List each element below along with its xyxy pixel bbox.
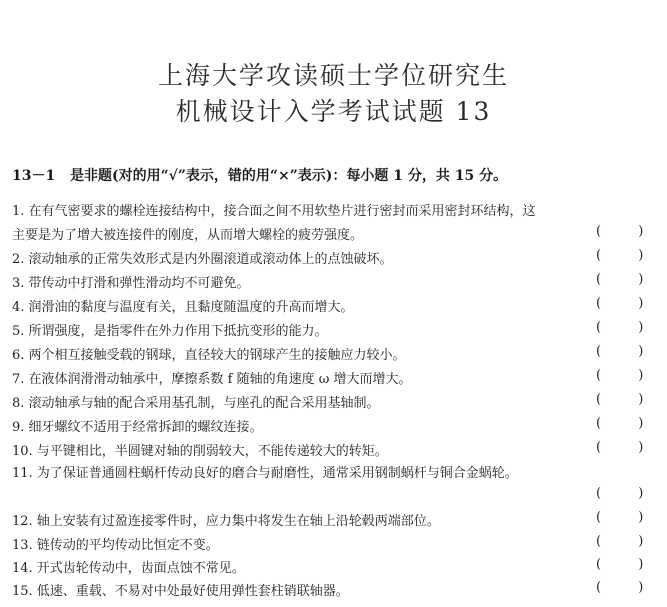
answer-blank[interactable]: ( ) [596, 272, 644, 287]
question-text: 4. 润滑油的黏度与温度有关，且黏度随温度的升高而增大。 [12, 300, 354, 315]
question-text: 14. 开式齿轮传动中，齿面点蚀不常见。 [12, 561, 245, 576]
question-text: 7. 在液体润滑滑动轴承中，摩擦系数 f 随轴的角速度 ω 增大而增大。 [12, 372, 412, 387]
section-instruction: 是非题(对的用“√”表示，错的用“×”表示)：每小题 1 分，共 15 分。 [70, 168, 508, 184]
answer-blank[interactable]: ( ) [596, 368, 644, 383]
answer-blank[interactable]: ( ) [596, 580, 644, 595]
question-text: 11. 为了保证普通圆柱蜗杆传动良好的磨合与耐磨性，通常采用钢制蜗杆与铜合金蜗轮。 [12, 466, 518, 481]
answer-blank[interactable]: ( ) [596, 224, 644, 239]
answer-blank[interactable]: ( ) [596, 440, 644, 455]
question-text: 15. 低速、重载、不易对中处最好使用弹性套柱销联轴器。 [12, 584, 349, 599]
question-text: 2. 滚动轴承的正常失效形式是内外圈滚道或滚动体上的点蚀破坏。 [12, 252, 393, 267]
answer-blank[interactable]: ( ) [596, 392, 644, 407]
question-text: 8. 滚动轴承与轴的配合采用基孔制，与座孔的配合采用基轴制。 [12, 396, 380, 411]
answer-blank[interactable]: ( ) [596, 486, 644, 501]
answer-blank[interactable]: ( ) [596, 320, 644, 335]
question-text: 13. 链传动的平均传动比恒定不变。 [12, 538, 219, 553]
exam-subtitle: 机械设计入学考试试题 13 [175, 97, 492, 126]
answer-blank[interactable]: ( ) [596, 416, 644, 431]
question-text: 6. 两个相互接触受载的钢球，直径较大的钢球产生的接触应力较小。 [12, 348, 406, 363]
question-text: 12. 轴上安装有过盈连接零件时，应力集中将发生在轴上沿轮毂两端部位。 [12, 514, 440, 529]
question-text: 9. 细牙螺纹不适用于经常拆卸的螺纹连接。 [12, 420, 263, 435]
section-number: 13－1 [12, 168, 56, 184]
question-text: 主要是为了增大被连接件的刚度，从而增大螺栓的疲劳强度。 [12, 228, 364, 243]
question-text: 1. 在有气密要求的螺栓连接结构中，接合面之间不用软垫片进行密封而采用密封环结构，这 [12, 204, 536, 219]
question-text: 10. 与平键相比，半圆键对轴的削弱较大，不能传递较大的转矩。 [12, 444, 388, 459]
answer-blank[interactable]: ( ) [596, 344, 644, 359]
question-text: 5. 所谓强度，是指零件在外力作用下抵抗变形的能力。 [12, 324, 328, 339]
exam-title: 上海大学攻读硕士学位研究生 [157, 61, 509, 90]
answer-blank[interactable]: ( ) [596, 510, 644, 525]
answer-blank[interactable]: ( ) [596, 248, 644, 263]
answer-blank[interactable]: ( ) [596, 296, 644, 311]
section-heading [12, 165, 662, 185]
answer-blank[interactable]: ( ) [596, 534, 644, 549]
question-text: 3. 带传动中打滑和弹性滑动均不可避免。 [12, 276, 250, 291]
answer-blank[interactable]: ( ) [596, 557, 644, 572]
